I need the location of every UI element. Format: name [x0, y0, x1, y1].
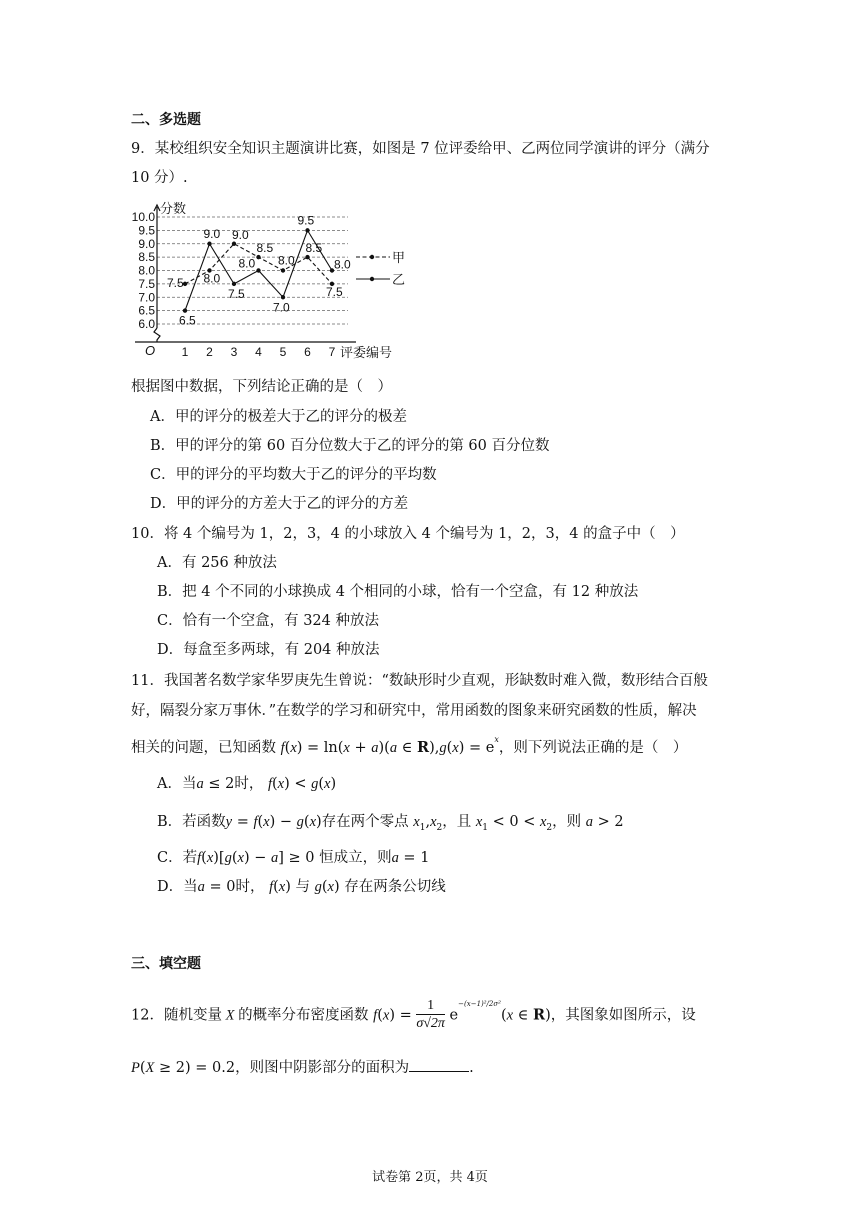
chart-legend: [356, 250, 405, 287]
y-tick-label: 9.0: [138, 236, 155, 251]
data-point: [281, 268, 285, 272]
q10-option-d: D．每盒至多两球，有 204 种放法: [157, 642, 380, 658]
x-tick-label: 4: [255, 345, 262, 359]
y-tick-label: 6.0: [138, 317, 155, 331]
y-tick-label: 7.5: [138, 276, 155, 291]
data-point: [256, 255, 260, 259]
data-label: 9.5: [297, 213, 315, 228]
page-footer: 试卷第 2页，共 4页: [372, 1170, 488, 1185]
data-point: [232, 242, 236, 246]
data-label: 8.5: [305, 241, 323, 256]
x-tick-label: 5: [279, 345, 287, 359]
legend-label: 甲: [392, 250, 406, 265]
data-point: [305, 228, 309, 232]
data-label: 8.0: [334, 257, 351, 272]
y-tick-label: 10.0: [131, 210, 155, 224]
q9-option-d: D．甲的评分的方差大于乙的评分的方差: [150, 496, 409, 512]
section-title-multiple-choice: 二、多选题: [131, 112, 201, 128]
q10-option-c: C．恰有一个空盒，有 324 种放法: [157, 613, 379, 629]
y-tick-label: 7.0: [138, 290, 155, 305]
q11-stem-line2: 好，隔裂分家万事休．”在数学的学习和研究中，常用函数的图象来研究函数的性质，解决: [131, 703, 697, 719]
y-tick-label: 8.5: [138, 250, 155, 265]
data-label: 9.0: [232, 227, 249, 242]
x-tick-label: 7: [328, 345, 336, 359]
y-tick-label: 9.5: [138, 223, 155, 238]
legend-marker: [370, 277, 374, 281]
data-label: 8.0: [278, 253, 295, 268]
data-label: 7.0: [273, 300, 290, 315]
y-tick-label: 8.0: [138, 263, 155, 278]
x-tick-label: 1: [181, 345, 189, 359]
data-point: [256, 268, 260, 272]
data-point: [281, 295, 285, 299]
y-axis-label: 分数: [160, 201, 187, 216]
q11-option-b: B．若函数y = f(x) − g(x)存在两个零点 $x_1,x_2$，且 $x_1 < 0 < x_2$，则 a > 2: [157, 814, 624, 833]
data-label: 8.5: [256, 241, 274, 256]
q11-option-c: C．若f(x)[g(x) − a] ≥ 0 恒成立，则a = 1: [157, 850, 430, 866]
q10-option-a: A．有 256 种放法: [157, 555, 277, 571]
legend-label: 乙: [392, 272, 406, 287]
data-label: 6.5: [179, 313, 196, 328]
q9-stem-line1: 9．某校组织安全知识主题演讲比赛，如图是 7 位评委给甲、乙两位同学演讲的评分（满分: [131, 141, 710, 157]
section-title-fill-in: 三、填空题: [131, 956, 201, 972]
legend-marker: [370, 255, 374, 259]
q9-option-b: B．甲的评分的第 60 百分位数大于乙的评分的第 60 百分位数: [150, 438, 550, 454]
data-label: 8.0: [203, 271, 221, 286]
q12-stem-line1: 12．随机变量 X 的概率分布密度函数 f(x) = $\frac{1}{\sigma√2\pi}$ $e^{-(x-1)^2/2\sigma^2}(x$ ∈ R)，其图象如图所示，设: [131, 998, 696, 1031]
data-label: 7.5: [228, 286, 245, 301]
x-tick-label: 2: [206, 345, 213, 359]
data-label: 7.5: [326, 284, 343, 299]
q11-stem-line1: 11．我国著名数学家华罗庚先生曾说：“数缺形时少直观，形缺数时难入微，数形结合百般: [131, 673, 708, 689]
data-point: [183, 308, 187, 312]
data-point: [232, 282, 236, 286]
score-line-chart: [128, 196, 428, 366]
data-label: 8.0: [238, 256, 256, 271]
q9-stem-line2: 10 分）.: [131, 170, 188, 186]
y-tick-label: 6.5: [138, 303, 155, 318]
data-point: [207, 242, 211, 246]
q10-option-b: B．把 4 个不同的小球换成 4 个相同的小球，恰有一个空盒，有 12 种放法: [157, 584, 639, 600]
origin-label: O: [145, 343, 156, 358]
x-tick-label: 6: [304, 345, 311, 359]
data-point: [305, 255, 309, 259]
q11-option-a: A．当a ≤ 2时， f(x) < g(x): [157, 776, 337, 792]
x-tick-label: 3: [230, 345, 238, 359]
x-axis-label: 评委编号: [340, 345, 393, 360]
q9-question: 根据图中数据，下列结论正确的是（ ）: [131, 379, 392, 395]
q12-stem-line2: P(X ≥ 2) = 0.2，则图中阴影部分的面积为 .: [131, 1057, 474, 1078]
q10-stem: 10．将 4 个编号为 1，2，3，4 的小球放入 4 个编号为 1，2，3，4 的盒子中（ ）: [131, 526, 685, 542]
answer-blank[interactable]: [409, 1057, 469, 1072]
q11-option-d: D．当a = 0时， f(x) 与 g(x) 存在两条公切线: [157, 879, 446, 895]
data-label: 9.0: [203, 226, 221, 241]
q9-option-a: A．甲的评分的极差大于乙的评分的极差: [150, 409, 407, 425]
data-label: 7.5: [167, 275, 184, 290]
q9-option-c: C．甲的评分的平均数大于乙的评分的平均数: [150, 467, 437, 483]
q11-stem-line3: 相关的问题，已知函数 f(x) = ln(x + a)(a ∈ $R),g(x) = e^x$，则下列说法正确的是（ ）: [131, 735, 688, 756]
